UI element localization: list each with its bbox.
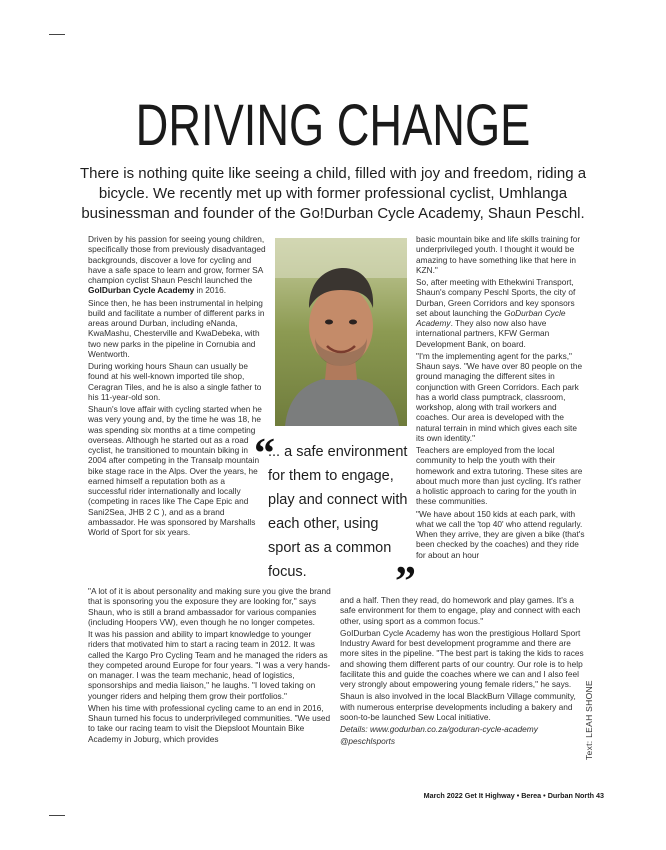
col1-paragraph-1: Driven by his passion for seeing young children, specifically those from previously disadvantaged backgrounds, discover a love for cycling and have a safe space to learn and grow, former SA champion cyclist Shaun Peschl launched the GoIDurban Cycle Academy in 2016. [88, 234, 266, 296]
col1-paragraph-2: Since then, he has been instrumental in helping build and facilitate a number of different parks in areas around Durban, including eNanda, KwaMashu, Chesterville and KwaDebeka, with two new parks in the pipeline in Cornubia and Wentworth. [88, 297, 265, 359]
wide-paragraph-3: When his time with professional cycling came to an end in 2016, Shaun turned his focus to underprivileged communities. "We used to take our racing team to visit the Diepsloot Mountain Bike Academy in Joburg, which provides [88, 702, 331, 744]
quote-close-mark: ” [395, 559, 416, 605]
details-line: Details: www.godurban.co.za/goduran-cycle-academy [340, 724, 538, 734]
col3b-paragraph-3: Shaun is also involved in the local BlackBurn Village community, with numerous enterprise developments including a bakery and soon-to-be launched Sew Local initiative. [340, 691, 576, 722]
author-credit: Text: LEAH SHONE [584, 680, 594, 760]
crop-mark-top [49, 34, 65, 35]
quote-open-mark: “ [254, 431, 275, 477]
col3-paragraph-1: basic mountain bike and life skills training for underprivileged youth. I thought it would be amazing to have something like that here in KZN." [416, 234, 581, 275]
col1-paragraph-4: Shaun's love affair with cycling started when he was very young and, by the time he was 18, he was spending six months at a time competing overseas. Although he started out as a road cyclist, he transitioned to mountain biking in 2004 after competing in the Transalp mountain bike stage race in the Alps. Over the years, he earned himself a reputation both as a successful rider internationally and locally (competing in races like The Cape Epic and Sani2Sea, JHB 2 C ), and as a brand ambassador. He was sponsored by Marshalls World of Sport for six years. [88, 404, 262, 537]
col3-paragraph-4: Teachers are employed from the local community to help the youth with their homework and extra tutoring. These sites are about much more than just cycling. It's rather a holistic approach to caring for the youth in these communities. [416, 445, 583, 507]
col3-paragraph-2: So, after meeting with Ethekwini Transport, Shaun's company Peschl Sports, the city of Durban, Green Corridors and key sponsors set about launching the GoDurban Cycle Academy. They also now also have international partners, KFW German Development Bank, on board. [416, 277, 576, 349]
social-handle: @peschlsports [340, 736, 395, 747]
headline: DRIVING CHANGE [135, 93, 531, 158]
column-3 [416, 234, 586, 562]
footer-rest: • Berea • Durban North 43 [516, 791, 604, 800]
col3-paragraph-3: "I'm the implementing agent for the parks," Shaun says. "We have over 80 people on the ground managing the different sites in conjunction with Green Corridors. Each park has a world class pumptrack, classroom, workshop, along with trail workers and coaches. Our area is developed with the natural terrain in mind which gives each site its own identity." [416, 350, 583, 443]
footer-brand: Get It Highway [464, 791, 515, 800]
col3b-paragraph-1: and a half. Then they read, do homework and play games. It's a safe environment for them to engage, play and connect with each other, using sport as a common focus." [340, 595, 581, 626]
page-footer [424, 791, 604, 800]
portrait-photo [275, 238, 407, 426]
col3b-paragraph-2: GoIDurban Cycle Academy has won the prestigious Hollard Sport Industry Award for best development programme and there are more sites in the pipeline. "The best part is taking the kids to races and showing them different parts of our country. Our role is to help facilitate this and guide the coaches where we can and I also feel very strongly about empowering young female riders," he says. [340, 627, 584, 689]
portrait-illustration [275, 238, 407, 426]
crop-mark-bottom [49, 815, 65, 816]
col3-paragraph-5: "We have about 150 kids at each park, with what we call the 'top 40' who attend regularly. When they arrive, they are given a bike (that's been checked by the coaches) and they ride for about an hour [416, 508, 585, 560]
standfirst: There is nothing quite like seeing a child, filled with joy and freedom, riding a bicycle. We recently met up with former professional cyclist, Umhlanga businessman and founder of the Go!Durban Cycle Academy, Shaun Peschl. [79, 165, 587, 222]
pull-quote: ... a safe environment for them to engage, play and connect with each other, using sport as a common focus. [268, 444, 408, 580]
bottom-left-text [88, 586, 334, 746]
col1-paragraph-3: During working hours Shaun can usually be found at his well-known imported tile shop, Ceragran Tiles, and he is also a single father to his 11-year-old son. [88, 361, 262, 402]
bottom-right-text [340, 595, 586, 749]
footer-issue: March 2022 [423, 791, 463, 800]
wide-paragraph-2: It was his passion and ability to impart knowledge to younger riders that motivated him to start a racing team in 2012. It was called the Kargo Pro Cycling Team and he managed the riders as they competed around Europe for four years. "I was a very hands-on manager. I was the team mechanic, head of logistics, sponsorships and media liaison," he laughs. "I loved taking on younger riders and helping them grow their portfolios." [88, 629, 331, 701]
wide-paragraph-1: "A lot of it is about personality and making sure you give the brand that is sponsoring you the exposure they are looking for," says Shaun, who is still a brand ambassador for various companies (including Hoopers VW), even though he no longer competes. [88, 586, 331, 627]
column-1 [88, 234, 266, 539]
